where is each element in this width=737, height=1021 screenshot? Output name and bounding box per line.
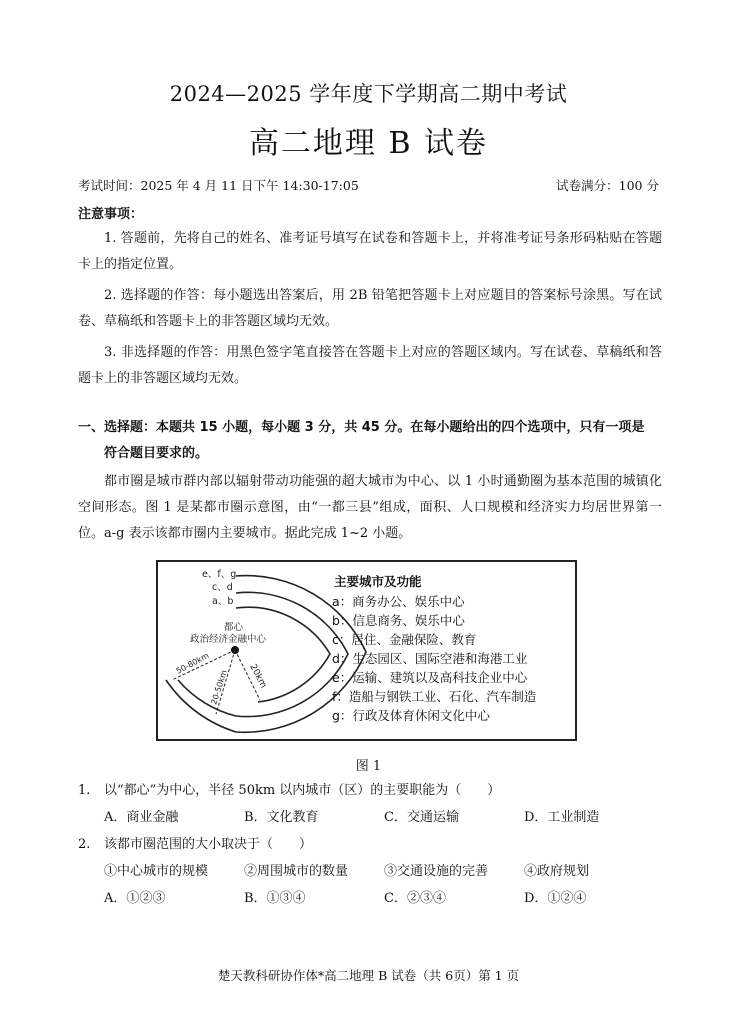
center-label: 都心 [224,622,244,633]
section-heading-line1: 一、选择题：本题共 15 小题，每小题 3 分，共 45 分。在每小题给出的四个选项中，只有一项是 [78,420,645,435]
legend-title: 主要城市及功能 [334,574,422,589]
question-1-stem: 以“都心”为中心，半径 50km 以内城市（区）的主要职能为（ ） [104,783,501,798]
ring-label-inner: a、b [212,596,234,607]
distance-label-inner: 20km [247,662,269,690]
q2-statement-3: ③交通设施的完善 [384,864,489,879]
q1-option-c: C．交通运输 [384,810,459,825]
legend-item-d: d：生态园区、国际空港和海港工业 [332,651,528,666]
section-heading-line2: 符合题目要求的。 [104,446,209,461]
question-1-number: 1. [78,783,91,798]
full-score: 试卷满分：100 分 [556,178,659,193]
legend-item-g: g：行政及体育休闲文化中心 [332,708,490,723]
legend-item-e: e：运输、建筑以及高科技企业中心 [332,670,528,685]
legend-item-c: c：居住、金融保险、教育 [332,632,477,647]
question-2-number: 2. [78,837,91,852]
q2-option-b: B．①③④ [244,891,306,906]
q2-statement-2: ②周围城市的数量 [244,864,349,879]
q1-option-b: B．文化教育 [244,810,319,825]
center-function-label: 政治经济金融中心 [190,634,267,645]
paper-title: 高二地理 B 试卷 [248,126,489,161]
note-item-2: 2. 选择题的作答：每小题选出答案后，用 2B 铅笔把答题卡上对应题目的答案标号涂黑。写在试卷、草稿纸和答题卡上的非答题区域均无效。 [78,288,662,329]
q1-option-a: A．商业金融 [104,810,179,825]
exam-time: 考试时间：2025 年 4 月 11 日下午 14:30-17:05 [78,178,359,193]
legend-item-a: a：商务办公、娱乐中心 [332,594,465,609]
figure-caption: 图 1 [355,759,382,774]
distance-label-outer: 50-80km [174,651,211,676]
q2-statement-4: ④政府规划 [524,864,590,879]
note-item-3: 3. 非选择题的作答：用黑色签字笔直接答在答题卡上对应的答题区域内。写在试卷、草稿纸和答题卡上的非答题区域均无效。 [78,345,662,386]
material-paragraph: 都市圈是城市群内部以辐射带动功能强的超大城市为中心、以 1 小时通勤圈为基本范围的城镇化空间形态。图 1 是某都市圈示意图，由“一都三县”组成，面积、人口规模和经济实力均居世界第一位。a-g 表示该都市圈内主要城市。据此完成 1~2 小题。 [78,474,662,541]
q1-option-d: D．工业制造 [524,810,600,825]
q2-statement-1: ①中心城市的规模 [104,864,209,879]
q2-option-d: D．①②④ [524,891,587,906]
q2-option-c: C．②③④ [384,891,446,906]
ring-label-middle: c、d [212,582,233,593]
question-2-stem: 该都市圈范围的大小取决于（ ） [104,837,313,852]
note-item-1: 1. 答题前，先将自己的姓名、准考证号填写在试卷和答题卡上，并将准考证号条形码粘贴在答题卡上的指定位置。 [78,231,662,272]
legend-item-f: f：造船与钢铁工业、石化、汽车制造 [332,689,537,704]
figure-box [156,560,577,741]
exam-title: 2024—2025 学年度下学期高二期中考试 [169,82,568,106]
distance-label-middle: 20-50km [209,668,229,706]
page-footer: 楚天教科研协作体*高二地理 B 试卷（共 6页）第 1 页 [217,968,520,983]
q2-option-a: A．①②③ [104,891,166,906]
legend-item-b: b：信息商务、娱乐中心 [332,613,465,628]
metro-diagram [158,562,575,739]
notes-heading: 注意事项： [78,207,144,222]
ring-label-outer: e、f、g [202,569,237,580]
ring-inner [236,607,330,702]
